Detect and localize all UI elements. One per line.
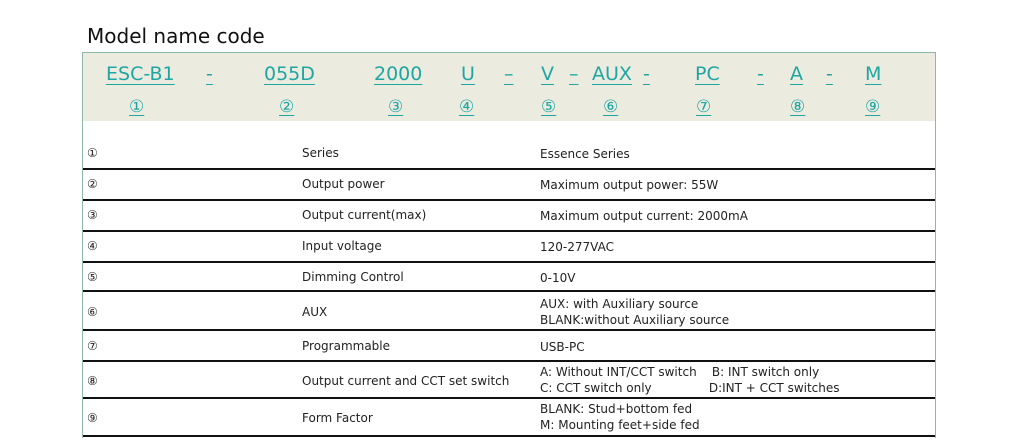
code-part-dimming: V (541, 63, 554, 85)
row-item: Form Factor (302, 411, 373, 425)
row-number: ⑨ (87, 411, 98, 425)
row-divider (83, 230, 935, 232)
row-description: USB-PC (540, 340, 585, 354)
row-description: BLANK: Stud+bottom fed (540, 402, 693, 416)
code-number-7: ⑦ (696, 97, 712, 117)
row-description: M: Mounting feet+side fed (540, 418, 700, 432)
model-code-table (82, 52, 936, 438)
row-item: Programmable (302, 339, 391, 353)
code-band (83, 53, 935, 121)
code-separator: – (504, 63, 514, 85)
row-number: ⑧ (87, 374, 98, 388)
row-number: ① (87, 146, 98, 160)
code-number-9: ⑨ (865, 97, 881, 117)
row-number: ⑥ (87, 305, 98, 319)
code-part-form-factor: M (865, 63, 882, 85)
code-number-2: ② (279, 97, 295, 117)
row-description: Maximum output current: 2000mA (540, 209, 748, 223)
code-part-series: ESC-B1 (106, 63, 175, 85)
code-separator: - (643, 63, 650, 85)
row-description: Maximum output power: 55W (540, 178, 719, 192)
code-part-switch: A (790, 63, 803, 85)
row-description: Essence Series (540, 147, 630, 161)
code-number-1: ① (129, 97, 145, 117)
code-number-6: ⑥ (603, 97, 619, 117)
code-number-4: ④ (459, 97, 475, 117)
code-separator: - (757, 63, 764, 85)
row-number: ④ (87, 239, 98, 253)
row-divider (83, 168, 935, 170)
row-divider (83, 329, 935, 331)
row-divider (83, 199, 935, 201)
row-item: Input voltage (302, 239, 382, 253)
row-description: BLANK:without Auxiliary source (540, 313, 730, 327)
row-item: Series (302, 146, 339, 160)
code-separator: - (206, 63, 213, 85)
row-item: Output power (302, 177, 385, 191)
row-item: Dimming Control (302, 270, 404, 284)
row-item: AUX (302, 305, 328, 319)
row-divider (83, 360, 935, 362)
row-description: A: Without INT/CCT switch B: INT switch only (540, 365, 820, 379)
row-divider (83, 397, 935, 399)
row-item: Output current(max) (302, 208, 427, 222)
code-number-3: ③ (388, 97, 404, 117)
row-divider (83, 435, 935, 437)
code-part-current: 2000 (374, 63, 423, 85)
row-number: ③ (87, 208, 98, 222)
row-number: ② (87, 177, 98, 191)
row-divider (83, 261, 935, 263)
code-part-programmable: PC (695, 63, 720, 85)
code-separator: – (569, 63, 579, 85)
code-part-power: 055D (264, 63, 315, 85)
row-item: Output current and CCT set switch (302, 374, 510, 388)
row-number: ⑤ (87, 270, 98, 284)
code-separator: - (826, 63, 833, 85)
code-number-5: ⑤ (541, 97, 557, 117)
row-number: ⑦ (87, 339, 98, 353)
code-part-voltage: U (461, 63, 475, 85)
row-description: C: CCT switch only D:INT + CCT switches (540, 381, 840, 395)
row-description: AUX: with Auxiliary source (540, 297, 699, 311)
page-title: Model name code (87, 24, 265, 48)
code-part-aux: AUX (592, 63, 632, 85)
row-divider (83, 290, 935, 292)
row-description: 0-10V (540, 271, 576, 285)
row-description: 120-277VAC (540, 240, 614, 254)
code-number-8: ⑧ (790, 97, 806, 117)
